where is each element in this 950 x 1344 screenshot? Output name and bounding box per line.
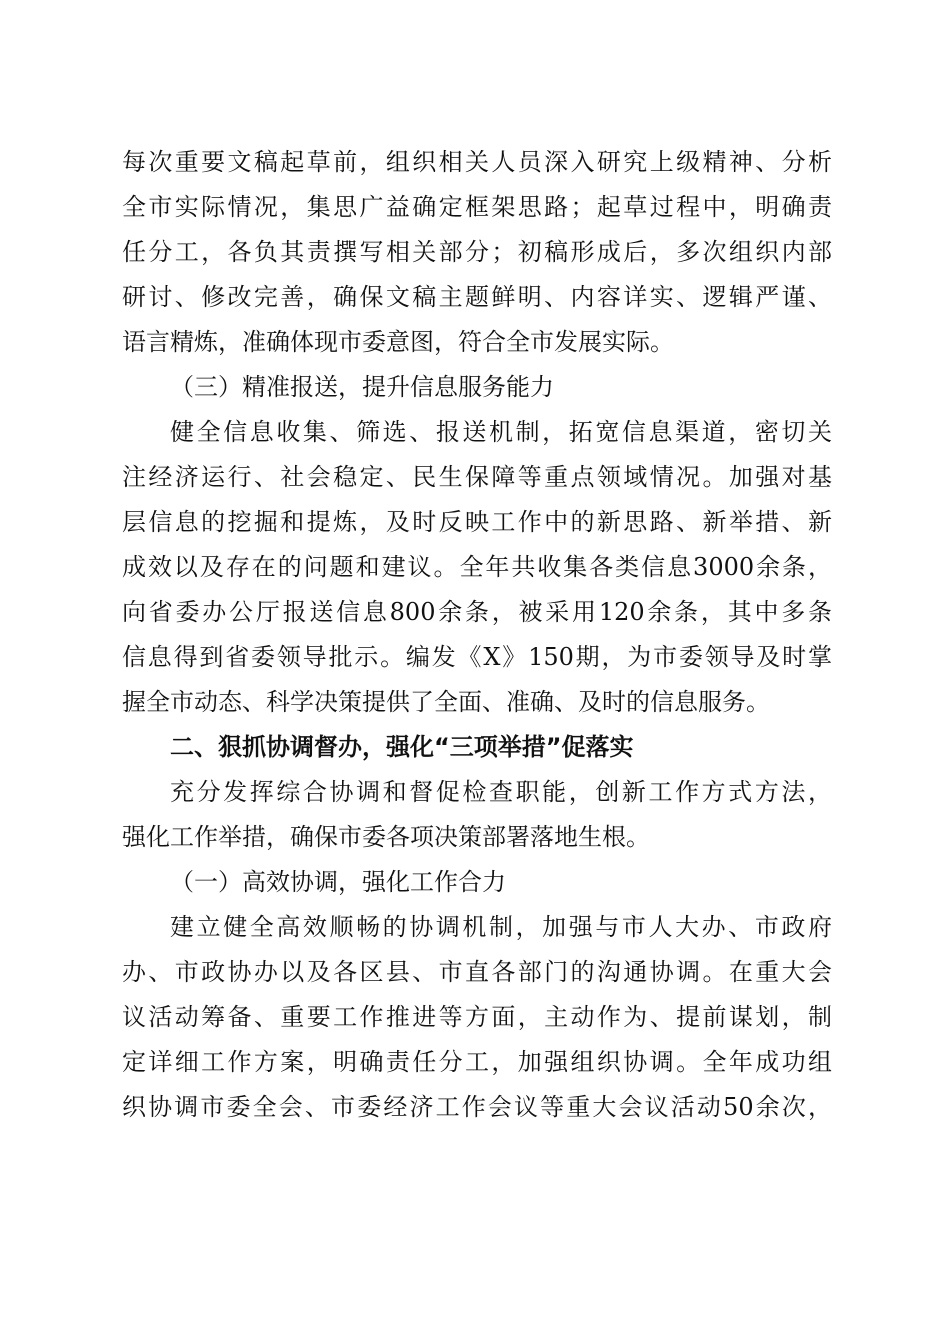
section-subheading: （一）高效协调，强化工作合力	[170, 868, 506, 896]
paragraph-line: 语言精炼，准确体现市委意图，符合全市发展实际。	[122, 328, 674, 356]
paragraph-line: 强化工作举措，确保市委各项决策部署落地生根。	[122, 823, 650, 851]
paragraph-line: 成效以及存在的问题和建议。全年共收集各类信息3000余条，	[122, 553, 832, 581]
paragraph-line: 建立健全高效顺畅的协调机制，加强与市人大办、市政府	[170, 913, 832, 941]
paragraph-line: 议活动筹备、重要工作推进等方面，主动作为、提前谋划，制	[122, 1003, 832, 1031]
paragraph-line: 织协调市委全会、市委经济工作会议等重大会议活动50余次，	[122, 1093, 832, 1121]
paragraph-line: 任分工，各负其责撰写相关部分；初稿形成后，多次组织内部	[122, 238, 832, 266]
paragraph-line: 每次重要文稿起草前，组织相关人员深入研究上级精神、分析	[122, 148, 832, 176]
paragraph-line: 信息得到省委领导批示。编发《X》150期，为市委领导及时掌	[122, 643, 832, 671]
paragraph-line: 办、市政协办以及各区县、市直各部门的沟通协调。在重大会	[122, 958, 832, 986]
paragraph-line: 握全市动态、科学决策提供了全面、准确、及时的信息服务。	[122, 688, 770, 716]
paragraph-line: 全市实际情况，集思广益确定框架思路；起草过程中，明确责	[122, 193, 832, 221]
paragraph-line: 研讨、修改完善，确保文稿主题鲜明、内容详实、逻辑严谨、	[122, 283, 832, 311]
section-heading: 二、狠抓协调督办，强化“三项举措”促落实	[170, 733, 634, 761]
section-subheading: （三）精准报送，提升信息服务能力	[170, 373, 554, 401]
paragraph-line: 定详细工作方案，明确责任分工，加强组织协调。全年成功组	[122, 1048, 832, 1076]
paragraph-line: 向省委办公厅报送信息800余条，被采用120余条，其中多条	[122, 598, 832, 626]
paragraph-line: 充分发挥综合协调和督促检查职能，创新工作方式方法，	[170, 778, 832, 806]
paragraph-line: 层信息的挖掘和提炼，及时反映工作中的新思路、新举措、新	[122, 508, 832, 536]
paragraph-line: 注经济运行、社会稳定、民生保障等重点领域情况。加强对基	[122, 463, 832, 491]
paragraph-line: 健全信息收集、筛选、报送机制，拓宽信息渠道，密切关	[170, 418, 832, 446]
